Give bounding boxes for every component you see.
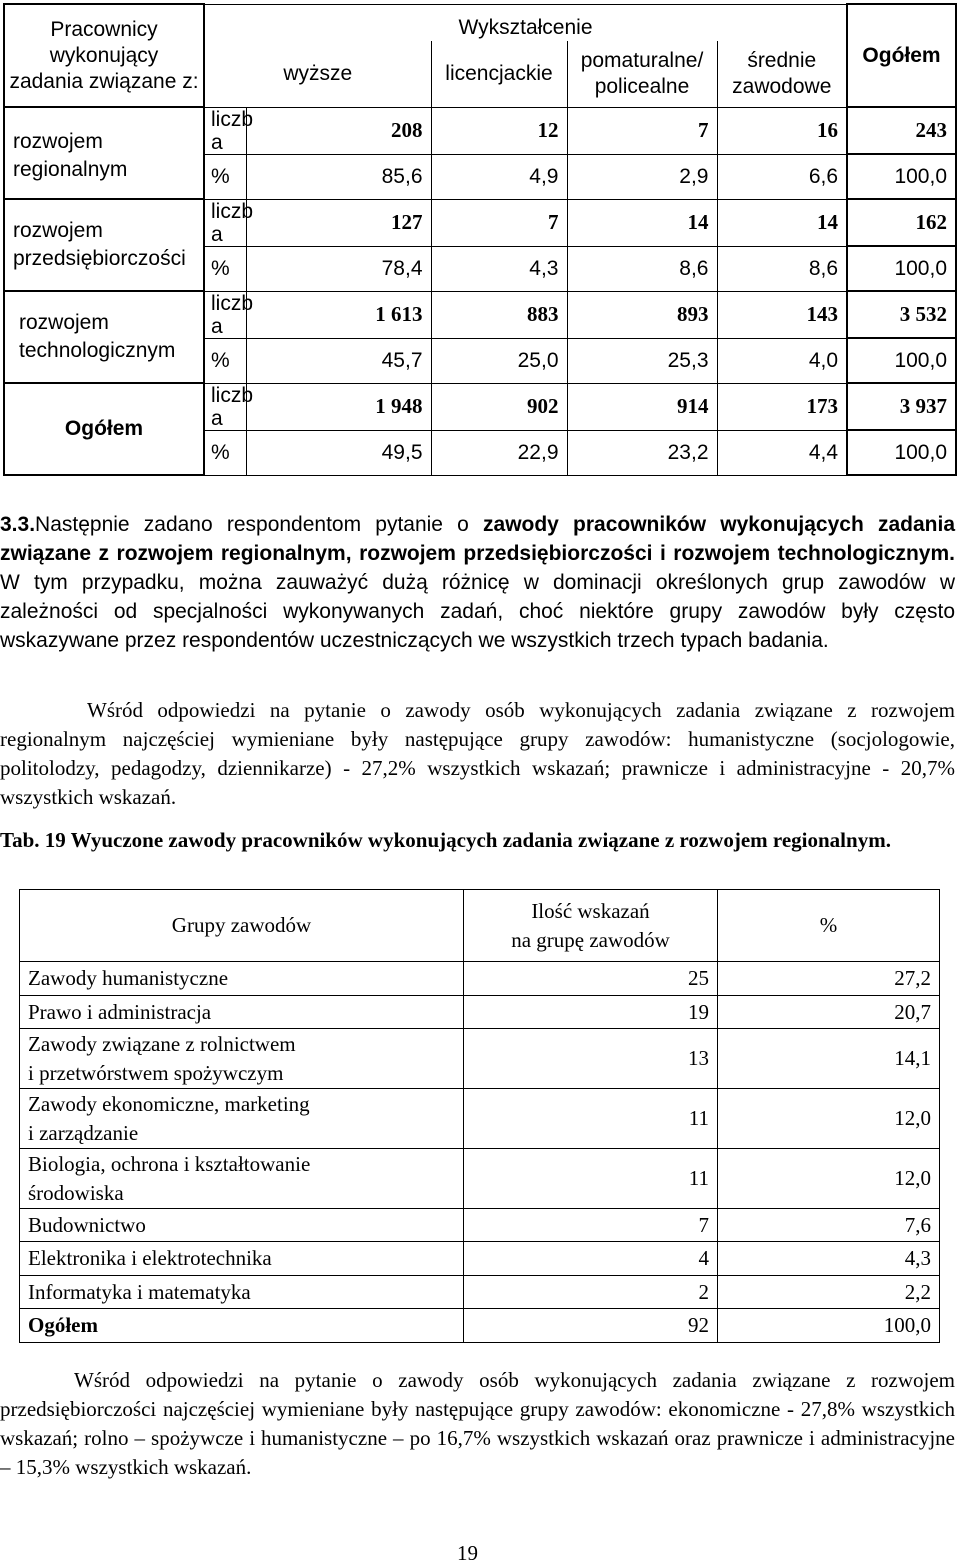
col-header-group: Grupy zawodów: [20, 890, 464, 962]
table-cell: 173: [717, 383, 847, 430]
unit-count-label: [204, 107, 254, 154]
col-header-count-line1: Ilość wskazań: [531, 898, 650, 923]
table-total-label: Ogółem: [20, 1309, 464, 1343]
professions-table: [19, 889, 940, 1343]
unit-count-label: [204, 291, 254, 338]
table-cell: 1 948: [246, 383, 431, 430]
section-paragraph: [0, 510, 955, 655]
col-header-srednie-line1: średnie: [747, 48, 817, 72]
education-table: [3, 3, 957, 476]
table-cell: 1 613: [246, 291, 431, 338]
table-cell-total: 100,0: [847, 154, 956, 199]
table-cell: 4,3: [431, 246, 567, 291]
unit-count-line: a: [211, 406, 223, 430]
table-cell: 23,2: [567, 430, 717, 475]
table-cell: 14: [717, 199, 847, 246]
row-label-line: środowiska: [28, 1180, 124, 1205]
table-cell: 20,7: [718, 996, 940, 1029]
table-cell: 4,9: [431, 154, 567, 199]
page-number: 19: [457, 1541, 478, 1565]
corner-header-line1: Pracownicy wykonujący: [49, 17, 159, 67]
table-cell: 8,6: [717, 246, 847, 291]
table-cell: 4: [464, 1242, 718, 1276]
table-cell: 85,6: [246, 154, 431, 199]
col-header-count-line2: na grupę zawodów: [511, 927, 670, 952]
table-cell: 25,0: [431, 338, 567, 383]
table-cell: 2,9: [567, 154, 717, 199]
table-cell: 12,0: [718, 1089, 940, 1149]
unit-pct-label: %: [204, 246, 246, 291]
table-cell: 902: [431, 383, 567, 430]
table-cell: 4,0: [717, 338, 847, 383]
row-label-technologiczny: [4, 291, 204, 383]
table-cell: 893: [567, 291, 717, 338]
row-label-line: rozwojem: [13, 130, 103, 153]
table-cell-total: 100,0: [847, 338, 956, 383]
table-cell: 49,5: [246, 430, 431, 475]
col-header-wyzsze: wyższe: [204, 41, 431, 107]
table-cell: 883: [431, 291, 567, 338]
row-label-line: i zarządzanie: [28, 1120, 139, 1145]
table-cell: 11: [464, 1089, 718, 1149]
col-header-pomaturalne-line2: policealne: [594, 74, 690, 98]
table-row-label: Budownictwo: [20, 1209, 464, 1242]
table-row-label: Elektronika i elektrotechnika: [20, 1242, 464, 1276]
table-cell: 27,2: [718, 962, 940, 996]
table-cell: 78,4: [246, 246, 431, 291]
row-label-line: i przetwórstwem spożywczym: [28, 1060, 284, 1085]
table-cell: 12: [431, 107, 567, 154]
table-row-label: Informatyka i matematyka: [20, 1276, 464, 1309]
table-cell: 7: [431, 199, 567, 246]
col-header-licencjackie: licencjackie: [431, 41, 567, 107]
table2-caption: Tab. 19 Wyuczone zawody pracowników wykonujących zadania związane z rozwojem regionalnym.: [0, 828, 891, 852]
table-cell: 2: [464, 1276, 718, 1309]
row-label-line: rozwojem: [13, 219, 103, 242]
unit-count-line: a: [211, 130, 223, 154]
table-cell: 22,9: [431, 430, 567, 475]
table-total-pct: 100,0: [718, 1309, 940, 1343]
row-label-line: rozwojem: [19, 311, 109, 334]
table-cell: 7: [567, 107, 717, 154]
corner-header-line2: zadania związane z:: [9, 69, 199, 93]
table-cell: 12,0: [718, 1149, 940, 1209]
table-cell: 4,4: [717, 430, 847, 475]
unit-count-line: liczb: [211, 291, 254, 315]
table-cell: 4,3: [718, 1242, 940, 1276]
table-cell-total: 3 937: [847, 383, 956, 430]
row-label-total: Ogółem: [4, 383, 204, 475]
table-cell: 8,6: [567, 246, 717, 291]
col-header-srednie-line2: zawodowe: [732, 74, 832, 98]
row-label-line: Zawody ekonomiczne, marketing: [28, 1091, 310, 1116]
table-cell: 6,6: [717, 154, 847, 199]
col-header-pomaturalne: [567, 41, 717, 107]
total-column-header: Ogółem: [847, 4, 956, 107]
table-row-label: Zawody humanistyczne: [20, 962, 464, 996]
table-cell: 2,2: [718, 1276, 940, 1309]
section-bold-phrase: zawody pracowników wykonujących zadania związane z rozwojem regionalnym, rozwojem przedsiębiorczości i rozwojem technologicznym.: [0, 513, 955, 565]
table-cell: 16: [717, 107, 847, 154]
row-label-line: Zawody związane z rolnictwem: [28, 1031, 296, 1056]
table-cell-total: 100,0: [847, 430, 956, 475]
row-label-line: Biologia, ochrona i kształtowanie: [28, 1151, 311, 1176]
section-lead: Następnie zadano respondentom pytanie o: [35, 513, 484, 536]
table-cell-total: 100,0: [847, 246, 956, 291]
table-row-label: [20, 1029, 464, 1089]
unit-count-label: [204, 383, 254, 430]
col-header-pomaturalne-line1: pomaturalne/: [580, 48, 704, 72]
unit-count-label: [204, 199, 254, 246]
table-cell: 14,1: [718, 1029, 940, 1089]
table-cell: 208: [246, 107, 431, 154]
table-cell: 14: [567, 199, 717, 246]
table-cell: 914: [567, 383, 717, 430]
table-cell: 143: [717, 291, 847, 338]
unit-count-line: liczb: [211, 107, 254, 131]
unit-pct-label: %: [204, 430, 246, 475]
row-label-line: technologicznym: [19, 339, 176, 362]
table-cell-total: 3 532: [847, 291, 956, 338]
table-cell-total: 162: [847, 199, 956, 246]
table-cell: 127: [246, 199, 431, 246]
unit-count-line: liczb: [211, 199, 254, 223]
table-cell: 25,3: [567, 338, 717, 383]
row-label-line: regionalnym: [13, 158, 128, 181]
table-row-label: [20, 1089, 464, 1149]
table-cell: 7: [464, 1209, 718, 1242]
unit-pct-label: %: [204, 338, 246, 383]
row-label-line: przedsiębiorczości: [13, 247, 186, 270]
table-cell: 25: [464, 962, 718, 996]
table-row-label: [20, 1149, 464, 1209]
table-cell: 45,7: [246, 338, 431, 383]
unit-count-line: a: [211, 314, 223, 338]
paragraph-entrepreneurship: Wśród odpowiedzi na pytanie o zawody osób wykonujących zadania związane z rozwojem przedsiębiorczości najczęściej wymieniane były następujące grupy zawodów: ekonomiczne - 27,8% wszystkich wskazań; rolno – spożywcze i humanistyczne – po 16,7% wszystkich wskazań oraz prawnicze i administracyjne – 15,3% wszystkich wskazań.: [0, 1368, 955, 1479]
paragraph-regional: Wśród odpowiedzi na pytanie o zawody osób wykonujących zadania związane z rozwojem regionalnym najczęściej wymieniane były następujące grupy zawodów: humanistyczne (socjologowie, politolodzy, pedagodzy, dziennikarze) - 27,2% wszystkich wskazań; prawnicze i administracyjne - 20,7% wszystkich wskazań.: [0, 698, 955, 809]
table-cell: 7,6: [718, 1209, 940, 1242]
education-group-header: Wykształcenie: [204, 4, 847, 41]
corner-header-cell: [4, 4, 204, 107]
col-header-pct: %: [718, 890, 940, 962]
unit-pct-label: %: [204, 154, 246, 199]
table-cell-total: 243: [847, 107, 956, 154]
section-number: 3.3.: [0, 513, 36, 536]
section-rest: W tym przypadku, można zauważyć dużą różnicę w dominacji określonych grup zawodów w zależności od specjalności wykonywanych zadań, choć niektóre grupy zawodów były często wskazywane przez respondentów uczestniczących we wszystkich trzech typach badania.: [0, 571, 955, 652]
table-cell: 13: [464, 1029, 718, 1089]
unit-count-line: a: [211, 222, 223, 246]
table-cell: 11: [464, 1149, 718, 1209]
col-header-srednie: [717, 41, 847, 107]
row-label-przedsiebiorczosc: [4, 199, 204, 291]
table-total-count: 92: [464, 1309, 718, 1343]
table-cell: 19: [464, 996, 718, 1029]
col-header-count: [464, 890, 718, 962]
unit-count-line: liczb: [211, 383, 254, 407]
table-row-label: Prawo i administracja: [20, 996, 464, 1029]
row-label-regionalny: [4, 107, 204, 199]
